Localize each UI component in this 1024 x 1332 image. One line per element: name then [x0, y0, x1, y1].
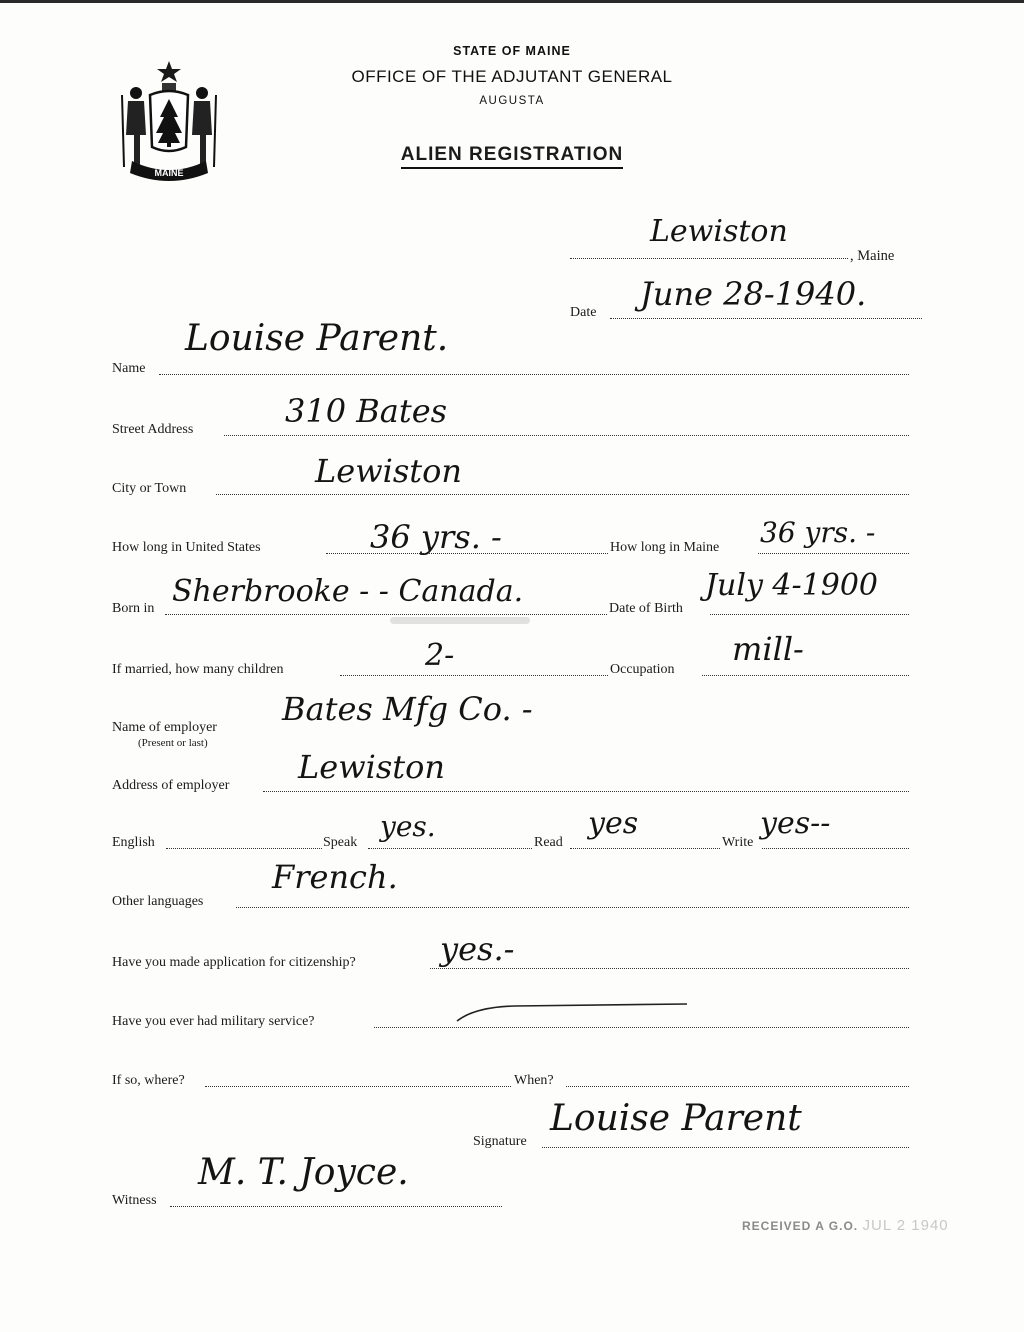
date-of-birth-label: Date of Birth — [609, 601, 683, 616]
seal-motto: MAINE — [154, 168, 184, 178]
received-stamp-text: RECEIVED A G.O. — [742, 1219, 859, 1233]
occupation-label: Occupation — [610, 662, 675, 677]
how-long-us-value[interactable]: 36 yrs. - — [370, 518, 502, 556]
street-address-label: Street Address — [112, 422, 194, 437]
top-edge-line — [0, 0, 1024, 3]
employer-name-value[interactable]: Bates Mfg Co. - — [282, 690, 533, 728]
speak-value[interactable]: yes. — [380, 810, 436, 843]
date-label: Date — [570, 305, 597, 320]
place-label: , Maine — [850, 248, 895, 264]
how-long-maine-value[interactable]: 36 yrs. - — [760, 516, 876, 549]
when-line — [566, 1086, 909, 1087]
witness-line — [170, 1206, 502, 1207]
children-value[interactable]: 2- — [425, 638, 455, 673]
place-line — [570, 258, 848, 259]
read-value[interactable]: yes — [588, 806, 639, 841]
signature-label: Signature — [473, 1134, 527, 1149]
speak-label: Speak — [323, 835, 358, 850]
military-line — [374, 1027, 909, 1028]
name-line — [159, 374, 909, 375]
date-value[interactable]: June 28-1940. — [640, 275, 867, 313]
employer-address-line — [263, 791, 909, 792]
born-in-line — [165, 614, 607, 615]
office-heading: OFFICE OF THE ADJUTANT GENERAL — [351, 67, 673, 86]
english-label: English — [112, 835, 155, 850]
how-long-maine-line — [758, 553, 909, 554]
when-label: When? — [514, 1073, 554, 1088]
citizenship-label: Have you made application for citizenship? — [112, 955, 356, 970]
date-of-birth-line — [710, 614, 909, 615]
other-languages-line — [236, 907, 909, 908]
state-heading: STATE OF MAINE — [453, 44, 571, 58]
employer-name-sublabel: (Present or last) — [138, 737, 208, 749]
english-line — [166, 848, 322, 849]
how-long-maine-label: How long in Maine — [610, 540, 720, 555]
how-long-us-label: How long in United States — [112, 540, 261, 555]
children-label: If married, how many children — [112, 662, 284, 677]
write-value[interactable]: yes-- — [760, 806, 831, 841]
citizenship-line — [430, 968, 909, 969]
born-in-label: Born in — [112, 601, 155, 616]
write-line — [762, 848, 909, 849]
city-value[interactable]: Lewiston — [315, 452, 462, 490]
occupation-line — [702, 675, 909, 676]
form-title-block — [0, 144, 1024, 166]
signature-value[interactable]: Louise Parent — [550, 1098, 802, 1139]
city-heading: AUGUSTA — [479, 95, 545, 107]
witness-label: Witness — [112, 1193, 157, 1208]
received-stamp-date: JUL 2 1940 — [862, 1217, 949, 1234]
other-languages-label: Other languages — [112, 894, 204, 909]
born-in-value[interactable]: Sherbrooke - - Canada. — [172, 574, 524, 609]
date-line — [610, 318, 922, 319]
write-label: Write — [722, 835, 754, 850]
read-label: Read — [534, 835, 563, 850]
received-stamp — [742, 1217, 949, 1234]
place-value[interactable]: Lewiston — [650, 214, 788, 249]
military-dash-mark — [455, 1003, 690, 1023]
street-address-value[interactable]: 310 Bates — [285, 392, 448, 430]
ink-smudge — [390, 617, 530, 624]
form-title: ALIEN REGISTRATION — [401, 144, 623, 169]
military-label: Have you ever had military service? — [112, 1014, 315, 1029]
street-address-line — [224, 435, 909, 436]
name-label: Name — [112, 361, 146, 376]
employer-name-label: Name of employer — [112, 720, 217, 735]
speak-line — [368, 848, 532, 849]
where-line — [205, 1086, 511, 1087]
citizenship-value[interactable]: yes.- — [440, 930, 515, 968]
occupation-value[interactable]: mill- — [732, 630, 804, 668]
date-of-birth-value[interactable]: July 4-1900 — [705, 568, 878, 603]
children-line — [340, 675, 608, 676]
employer-address-label: Address of employer — [112, 778, 230, 793]
signature-line — [542, 1147, 909, 1148]
name-value[interactable]: Louise Parent. — [185, 318, 449, 359]
city-line — [216, 494, 909, 495]
where-label: If so, where? — [112, 1073, 185, 1088]
witness-value[interactable]: M. T. Joyce. — [198, 1152, 409, 1193]
other-languages-value[interactable]: French. — [272, 858, 398, 896]
employer-address-value[interactable]: Lewiston — [298, 748, 445, 786]
read-line — [570, 848, 720, 849]
city-label: City or Town — [112, 481, 187, 496]
